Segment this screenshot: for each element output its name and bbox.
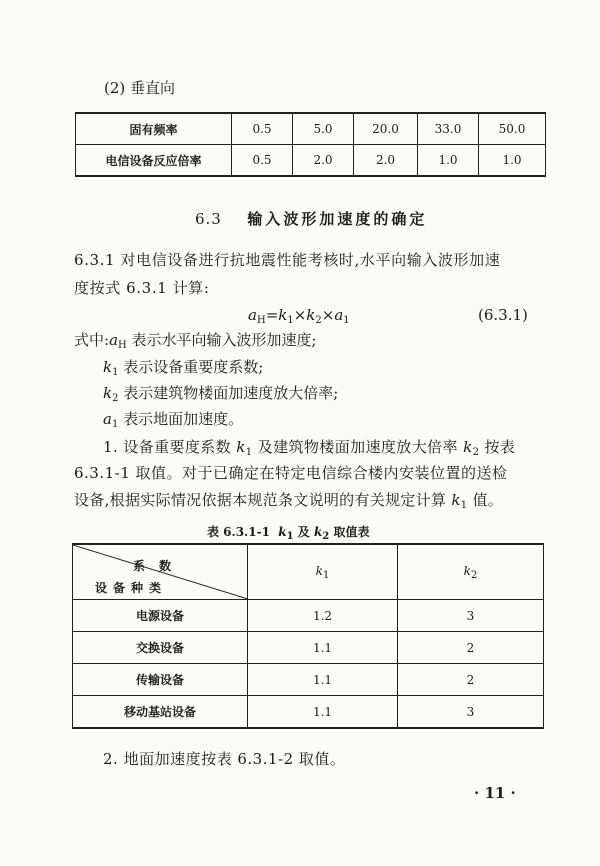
definition-lead: 式中: (74, 331, 110, 349)
row-label: 交换设备 (73, 632, 248, 664)
formula: $a_H=k_1\times k_2\times a_1$ (248, 306, 350, 326)
header-k1: $k_1$ (248, 544, 398, 600)
table-header-row (73, 544, 544, 600)
table-cell: 1.1 (248, 664, 398, 696)
diagonal-header (73, 544, 248, 600)
table-caption: 表 6.3.1-1 $k_1$ 及 $k_2$ 取值表 (207, 525, 370, 542)
subsection-label: (2) 垂直向 (104, 79, 176, 97)
text-span: 值。 (472, 491, 504, 509)
paragraph-line: 1. 设备重要度系数 $k_1$ 及建筑物楼面加速度放大倍率 $k_2$ 按表 (103, 438, 516, 458)
table-cell: 2 (398, 632, 544, 664)
paragraph-line: 度按式 6.3.1 计算: (74, 279, 210, 297)
table-row (76, 145, 546, 177)
paragraph-line: 2. 地面加速度按表 6.3.1-2 取值。 (103, 750, 346, 768)
row-label: 移动基站设备 (73, 696, 248, 729)
row-label: 电信设备反应倍率 (76, 145, 232, 177)
table-cell: 2 (398, 664, 544, 696)
definition-line: $k_2$ 表示建筑物楼面加速度放大倍率; (103, 384, 339, 404)
text-span: 及建筑物楼面加速度放大倍率 (257, 438, 458, 456)
table-cell: 0.5 (232, 145, 293, 177)
section-title: 输入波形加速度的确定 (247, 210, 428, 228)
definition-text: 表示建筑物楼面加速度放大倍率; (123, 384, 339, 402)
row-label: 传输设备 (73, 664, 248, 696)
definition-text: 表示地面加速度。 (123, 410, 244, 428)
definition-text: 表示水平向输入波形加速度; (131, 331, 317, 349)
table-row (76, 113, 546, 145)
table-cell: 2.0 (354, 145, 418, 177)
text-span: 按表 (484, 438, 516, 456)
table-cell: 2.0 (293, 145, 354, 177)
table-cell: 3 (398, 696, 544, 729)
table-cell: 1.1 (248, 696, 398, 729)
section-number: 6.3 (195, 210, 222, 228)
table-row (73, 696, 544, 729)
page-number: · 11 · (474, 784, 516, 802)
caption-mid: 及 (297, 525, 310, 539)
table-cell: 1.1 (248, 632, 398, 664)
table-cell: 3 (398, 600, 544, 632)
table-cell: 20.0 (354, 113, 418, 145)
table-cell: 1.2 (248, 600, 398, 632)
k-values-table (72, 543, 544, 729)
vertical-response-table (75, 112, 546, 177)
paragraph-line: 6.3.1 对电信设备进行抗地震性能考核时,水平向输入波形加速 (74, 251, 501, 269)
table-cell: 33.0 (418, 113, 479, 145)
caption-prefix: 表 6.3.1-1 (207, 525, 270, 539)
definition-line: $a_1$ 表示地面加速度。 (103, 410, 244, 430)
formula-number: (6.3.1) (478, 306, 528, 324)
row-label: 电源设备 (73, 600, 248, 632)
section-heading (195, 212, 427, 227)
paragraph-line: 设备,根据实际情况依据本规范条文说明的有关规定计算 $k_1$ 值。 (74, 491, 504, 511)
definition-line: 式中$:a_H$ 表示水平向输入波形加速度; (74, 331, 317, 351)
definition-line: $k_1$ 表示设备重要度系数; (103, 358, 264, 378)
table-row (73, 664, 544, 696)
definition-text: 表示设备重要度系数; (123, 358, 264, 376)
table-cell: 0.5 (232, 113, 293, 145)
table-row (73, 632, 544, 664)
header-coefficient: 系数 (132, 559, 185, 573)
text-span: 设备,根据实际情况依据本规范条文说明的有关规定计算 (74, 491, 447, 509)
text-span: 1. 设备重要度系数 (103, 438, 232, 456)
table-row (73, 600, 544, 632)
table-cell: 5.0 (293, 113, 354, 145)
caption-suffix: 取值表 (333, 525, 370, 539)
table-cell: 1.0 (418, 145, 479, 177)
header-equipment-type: 设备种类 (95, 581, 168, 595)
paragraph-line: 6.3.1-1 取值。对于已确定在特定电信综合楼内安装位置的送检 (74, 464, 508, 482)
table-cell: 1.0 (479, 145, 546, 177)
header-k2: $k_2$ (398, 544, 544, 600)
table-cell: 50.0 (479, 113, 546, 145)
row-label: 固有频率 (76, 113, 232, 145)
